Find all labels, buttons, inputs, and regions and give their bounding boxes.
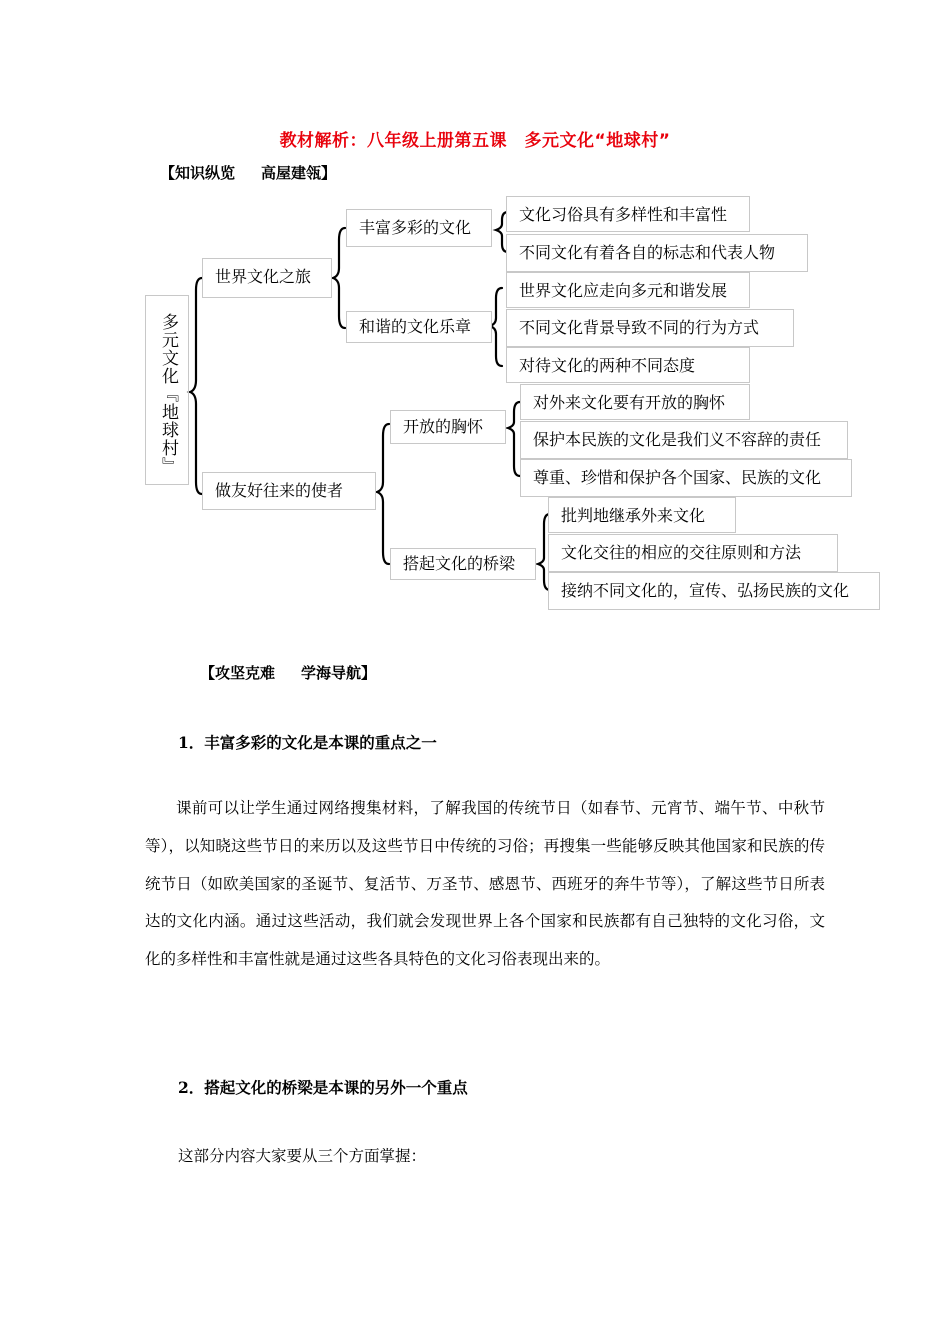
leaf-item: 尊重、珍惜和保护各个国家、民族的文化 <box>520 459 852 497</box>
point2-heading: 2．搭起文化的桥梁是本课的另外一个重点 <box>178 1078 468 1097</box>
leaf-item: 不同文化有着各自的标志和代表人物 <box>506 234 808 272</box>
node-open-mind: 开放的胸怀 <box>390 410 506 444</box>
mindmap-root: 多元文化『地球村』 <box>145 295 189 485</box>
node-rich-culture: 丰富多彩的文化 <box>346 209 492 247</box>
branch-friendly-envoy: 做友好往来的使者 <box>202 472 376 510</box>
section-heading-part-a: 【知识纵览 <box>160 164 236 182</box>
section-heading-part-a: 【攻坚克难 <box>200 664 276 682</box>
section-heading-guidance <box>200 662 376 683</box>
branch-world-culture: 世界文化之旅 <box>202 258 332 298</box>
point2-body: 这部分内容大家要从三个方面掌握： <box>178 1147 427 1165</box>
leaf-item: 对待文化的两种不同态度 <box>506 347 750 383</box>
section-heading-part-b: 学海导航】 <box>301 664 377 682</box>
leaf-item: 世界文化应走向多元和谐发展 <box>506 272 750 308</box>
node-culture-bridge: 搭起文化的桥梁 <box>390 548 536 580</box>
point1-heading: 1．丰富多彩的文化是本课的重点之一 <box>178 733 437 752</box>
leaf-item: 批判地继承外来文化 <box>548 497 736 533</box>
leaf-item: 对外来文化要有开放的胸怀 <box>520 384 750 420</box>
leaf-item: 文化交往的相应的交往原则和方法 <box>548 534 838 572</box>
leaf-item: 文化习俗具有多样性和丰富性 <box>506 196 750 232</box>
point1-body: 课前可以让学生通过网络搜集材料，了解我国的传统节日（如春节、元宵节、端午节、中秋节等），以知晓这些节日的来历以及这些节日中传统的习俗；再搜集一些能够反映其他国家和民族的传统节日（如欧美国家的圣诞节、复活节、万圣节、感恩节、西班牙的奔牛节等），了解这些节日所表达的文化内涵。通过这些活动，我们就会发现世界上各个国家和民族都有自己独特的文化习俗，文化的多样性和丰富性就是通过这些各具特色的文化习俗表现出来的。 <box>145 799 825 969</box>
section-heading-part-b: 高屋建瓴】 <box>261 164 337 182</box>
leaf-item: 接纳不同文化的，宣传、弘扬民族的文化 <box>548 572 880 610</box>
leaf-item: 不同文化背景导致不同的行为方式 <box>506 309 794 347</box>
document-title: 教材解析：八年级上册第五课 多元文化“地球村” <box>279 131 671 151</box>
leaf-item: 保护本民族的文化是我们义不容辞的责任 <box>520 421 848 459</box>
node-harmonious-culture: 和谐的文化乐章 <box>346 311 492 343</box>
